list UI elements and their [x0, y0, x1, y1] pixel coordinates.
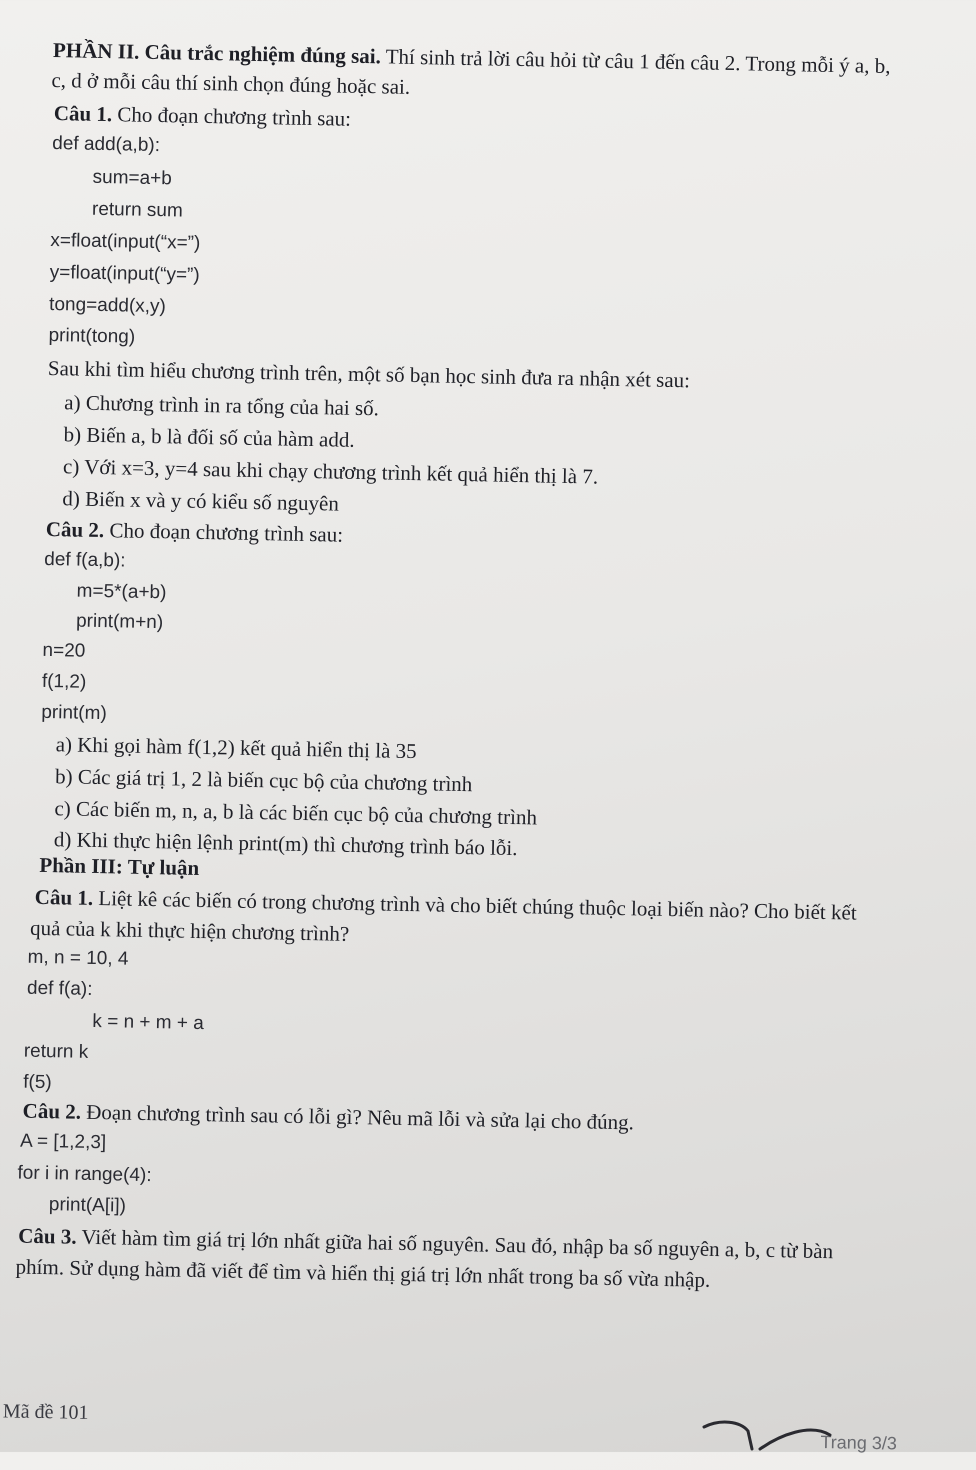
p3-q1-code-line: return k — [23, 1040, 89, 1063]
p3-q3-text-2: phím. Sử dụng hàm đã viết để tìm và hiển thị giá trị lớn nhất trong ba số vừa nhập. — [15, 1254, 711, 1292]
q1-prompt: Sau khi tìm hiểu chương trình trên, một số bạn học sinh đưa ra nhận xét sau: — [47, 355, 691, 393]
part2-intro-2: c, d ở mỗi câu thí sinh chọn đúng hoặc sai. — [51, 68, 411, 99]
q1-option-b: b) Biến a, b là đối số của hàm add. — [63, 422, 355, 452]
q1-code-line: tong=add(x,y) — [48, 294, 167, 318]
part2-heading: PHẦN II. Câu trắc nghiệm đúng sai. — [52, 38, 382, 69]
p3-q2-code-line: print(A[i]) — [48, 1194, 127, 1217]
p3-q1-code-line: m, n = 10, 4 — [27, 946, 129, 970]
p3-q1-text-1: Liệt kê các biến có trong chương trình và cho biết chúng thuộc loại biến nào? Cho biết kết — [92, 885, 857, 925]
q1-option-a: a) Chương trình in ra tổng của hai số. — [64, 390, 380, 421]
q1-code-line: y=float(input(“y=”) — [49, 262, 200, 286]
p3-q3-label: Câu 3. — [18, 1223, 77, 1249]
p3-q1-code-line: f(5) — [23, 1071, 52, 1094]
q2-option-b: b) Các giá trị 1, 2 là biến cục bộ của chương trình — [54, 764, 473, 797]
page-number: Trang 3/3 — [820, 1432, 898, 1454]
q2-text: Cho đoạn chương trình sau: — [103, 518, 344, 547]
p3-q2-code-line: for i in range(4): — [17, 1162, 152, 1187]
p3-q2-line — [22, 1098, 634, 1136]
p3-q1-label: Câu 1. — [34, 884, 94, 910]
q1-code-line: return sum — [91, 198, 183, 222]
p3-q1-code-line: def f(a): — [26, 977, 93, 1000]
q1-code-line: print(tong) — [48, 324, 136, 348]
q1-text: Cho đoạn chương trình sau: — [111, 102, 352, 131]
p3-q2-text: Đoạn chương trình sau có lỗi gì? Nêu mã lỗi và sửa lại cho đúng. — [80, 1099, 635, 1135]
q1-option-c: c) Với x=3, y=4 sau khi chạy chương trình kết quả hiển thị là 7. — [62, 454, 599, 489]
q1-code-line: sum=a+b — [92, 166, 173, 190]
q1-heading — [54, 100, 352, 132]
q2-heading — [46, 516, 344, 548]
signature-mark — [700, 1415, 850, 1452]
q2-code-line: print(m+n) — [75, 610, 164, 634]
part2-intro-1: Thí sinh trả lời câu hỏi từ câu 1 đến câu 2. Trong mỗi ý a, b, — [380, 44, 891, 79]
q2-code-line: def f(a,b): — [44, 548, 126, 572]
q2-label: Câu 2. — [45, 516, 105, 543]
q2-option-c: c) Các biến m, n, a, b là các biến cục bộ của chương trình — [54, 796, 538, 830]
q1-code-line: x=float(input(“x=”) — [50, 230, 201, 254]
q2-option-d: d) Khi thực hiện lệnh print(m) thì chương trình báo lỗi. — [53, 827, 518, 861]
p3-q3-text-1: Viết hàm tìm giá trị lớn nhất giữa hai số nguyên. Sau đó, nhập ba số nguyên a, b, c từ bàn — [76, 1224, 834, 1264]
q2-code-line: n=20 — [42, 639, 86, 662]
q1-code-line: def add(a,b): — [52, 133, 161, 157]
exam-code: Mã đề 101 — [2, 1400, 89, 1424]
q2-code-line: print(m) — [41, 701, 107, 725]
p3-q1-text-2: quả của k khi thực hiện chương trình? — [29, 915, 350, 946]
q2-option-a: a) Khi gọi hàm f(1,2) kết quả hiển thị là 35 — [55, 732, 417, 764]
p3-q1-code-line: k = n + m + a — [92, 1010, 205, 1035]
q1-option-d: d) Biến x và y có kiểu số nguyên — [62, 486, 340, 516]
p3-q2-code-line: A = [1,2,3] — [19, 1130, 107, 1154]
q2-code-line: f(1,2) — [41, 670, 87, 693]
q2-code-line: m=5*(a+b) — [76, 580, 167, 604]
part3-heading: Phần III: Tự luận — [39, 852, 200, 880]
q1-label: Câu 1. — [53, 101, 113, 127]
p3-q2-label: Câu 2. — [22, 1098, 82, 1124]
